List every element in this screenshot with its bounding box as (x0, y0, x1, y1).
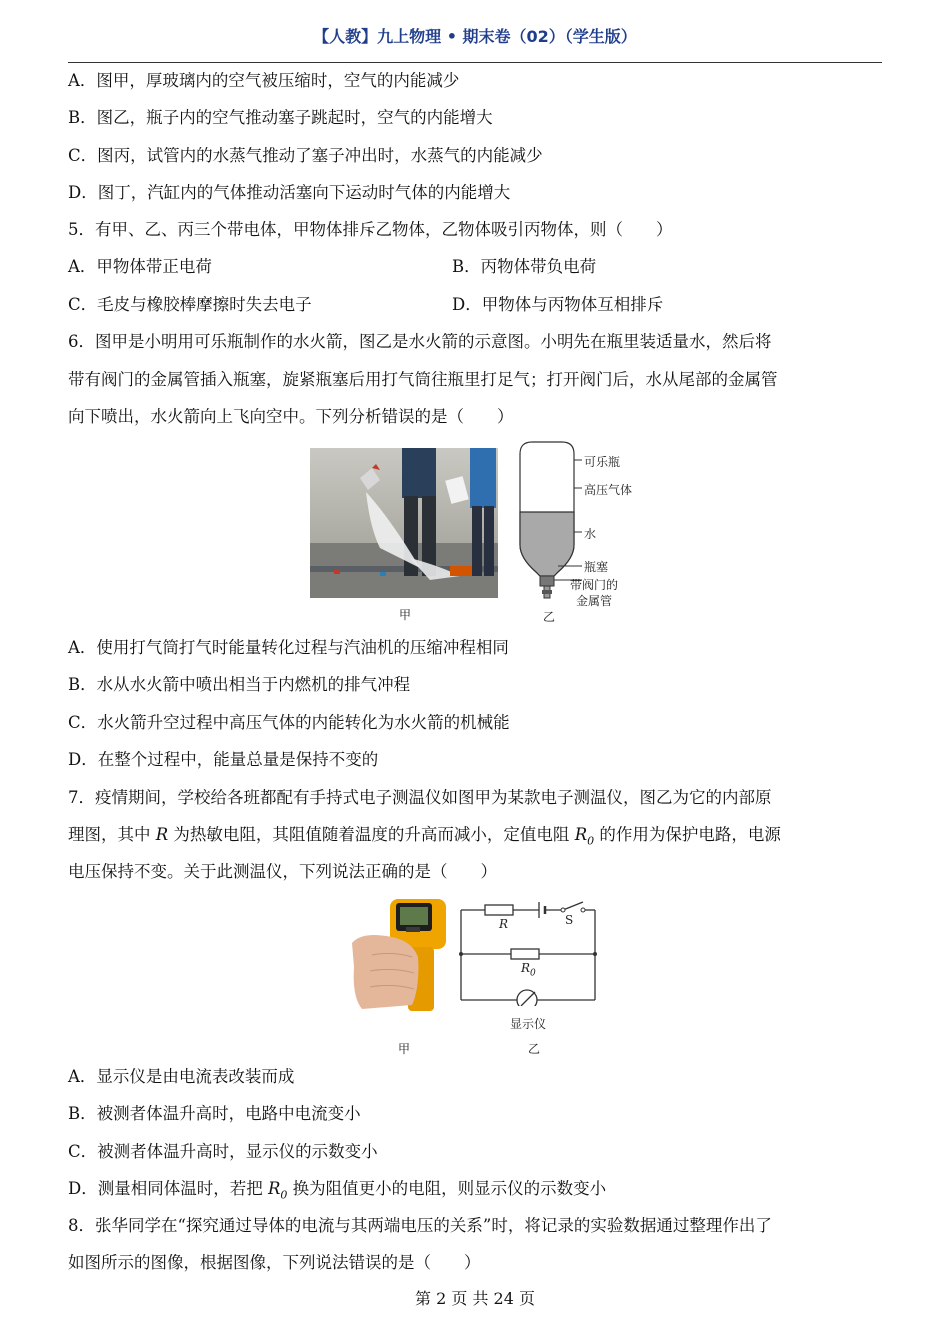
diagram-label-tube-line2: 金属管 (576, 594, 613, 608)
circuit-label-r: R (499, 917, 509, 931)
circuit-label-meter: 显示仪 (510, 1017, 547, 1031)
q4-option-d: D．图丁，汽缸内的气体推动活塞向下运动时气体的内能增大 (68, 183, 511, 202)
thermometer-circuit-diagram (455, 898, 605, 1006)
q7-stem-line3: 电压保持不变。关于此测温仪，下列说法正确的是（ ） (68, 862, 497, 881)
q7-option-d: D．测量相同体温时，若把 $R_0$ 换为阻值更小的电阻，则显示仪的示数变小 (68, 1179, 607, 1202)
q4-option-a: A．图甲，厚玻璃内的空气被压缩时，空气的内能减少 (68, 71, 460, 90)
document-header: 【人教】九上物理 • 期末卷（02）（学生版） (313, 27, 637, 46)
q6-figure-label-jia: 甲 (399, 608, 412, 622)
water-rocket-photo (310, 448, 498, 598)
q7-stem-line2: 理图，其中 R 为热敏电阻，其阻值随着温度的升高而减小，定值电阻 $R_0$ 的作用为保护电路，电源 (68, 825, 781, 848)
q5-option-d: D．甲物体与丙物体互相排斥 (452, 295, 664, 314)
q4-option-b: B．图乙，瓶子内的空气推动塞子跳起时，空气的内能增大 (68, 108, 493, 127)
q5-option-c: C．毛皮与橡胶棒摩擦时失去电子 (68, 295, 312, 314)
q5-option-a: A．甲物体带正电荷 (68, 257, 212, 276)
q8-stem-line1: 8．张华同学在“探究通过导体的电流与其两端电压的关系”时，将记录的实验数据通过整理作出了 (68, 1216, 772, 1235)
q6-option-d: D．在整个过程中，能量总量是保持不变的 (68, 750, 379, 769)
q6-option-a: A．使用打气筒打气时能量转化过程与汽油机的压缩冲程相同 (68, 638, 509, 657)
q6-stem-line1: 6．图甲是小明用可乐瓶制作的水火箭，图乙是水火箭的示意图。小明先在瓶里装适量水，然后将 (68, 332, 772, 351)
diagram-label-gas: 高压气体 (584, 483, 633, 497)
q7-stem-line1: 7．疫情期间，学校给各班都配有手持式电子测温仪如图甲为某款电子测温仪，图乙为它的内部原 (68, 788, 772, 807)
q4-option-c: C．图丙，试管内的水蒸气推动了塞子冲出时，水蒸气的内能减少 (68, 146, 543, 165)
q7-option-a: A．显示仪是由电流表改装而成 (68, 1067, 295, 1086)
q8-stem-line2: 如图所示的图像，根据图像，下列说法错误的是（ ） (68, 1253, 481, 1272)
q6-option-c: C．水火箭升空过程中高压气体的内能转化为水火箭的机械能 (68, 713, 510, 732)
diagram-label-tube-line1: 带阀门的 (570, 578, 619, 592)
q6-stem-line3: 向下喷出，水火箭向上飞向空中。下列分析错误的是（ ） (68, 407, 514, 426)
q7-option-b: B．被测者体温升高时，电路中电流变小 (68, 1104, 361, 1123)
q5-stem: 5．有甲、乙、丙三个带电体，甲物体排斥乙物体，乙物体吸引丙物体，则（ ） (68, 220, 673, 239)
diagram-label-bottle: 可乐瓶 (584, 455, 621, 469)
circuit-label-r0: $R_0$ (521, 961, 536, 979)
thermometer-gun-photo (352, 897, 448, 1013)
circuit-label-s: S (565, 913, 574, 927)
q6-stem-line2: 带有阀门的金属管插入瓶塞，旋紧瓶塞后用打气筒往瓶里打足气；打开阀门后，水从尾部的金属管 (68, 370, 778, 389)
q5-option-b: B．丙物体带负电荷 (452, 257, 597, 276)
q7-figure-label-jia: 甲 (398, 1042, 411, 1056)
diagram-label-stopper: 瓶塞 (584, 560, 609, 574)
q7-option-c: C．被测者体温升高时，显示仪的示数变小 (68, 1142, 378, 1161)
q6-option-b: B．水从水火箭中喷出相当于内燃机的排气冲程 (68, 675, 411, 694)
q6-figure-label-yi: 乙 (543, 610, 556, 624)
header-divider (68, 62, 882, 63)
q7-figure-label-yi: 乙 (528, 1042, 541, 1056)
diagram-label-water: 水 (584, 527, 597, 541)
page-footer: 第 2 页 共 24 页 (415, 1289, 535, 1308)
